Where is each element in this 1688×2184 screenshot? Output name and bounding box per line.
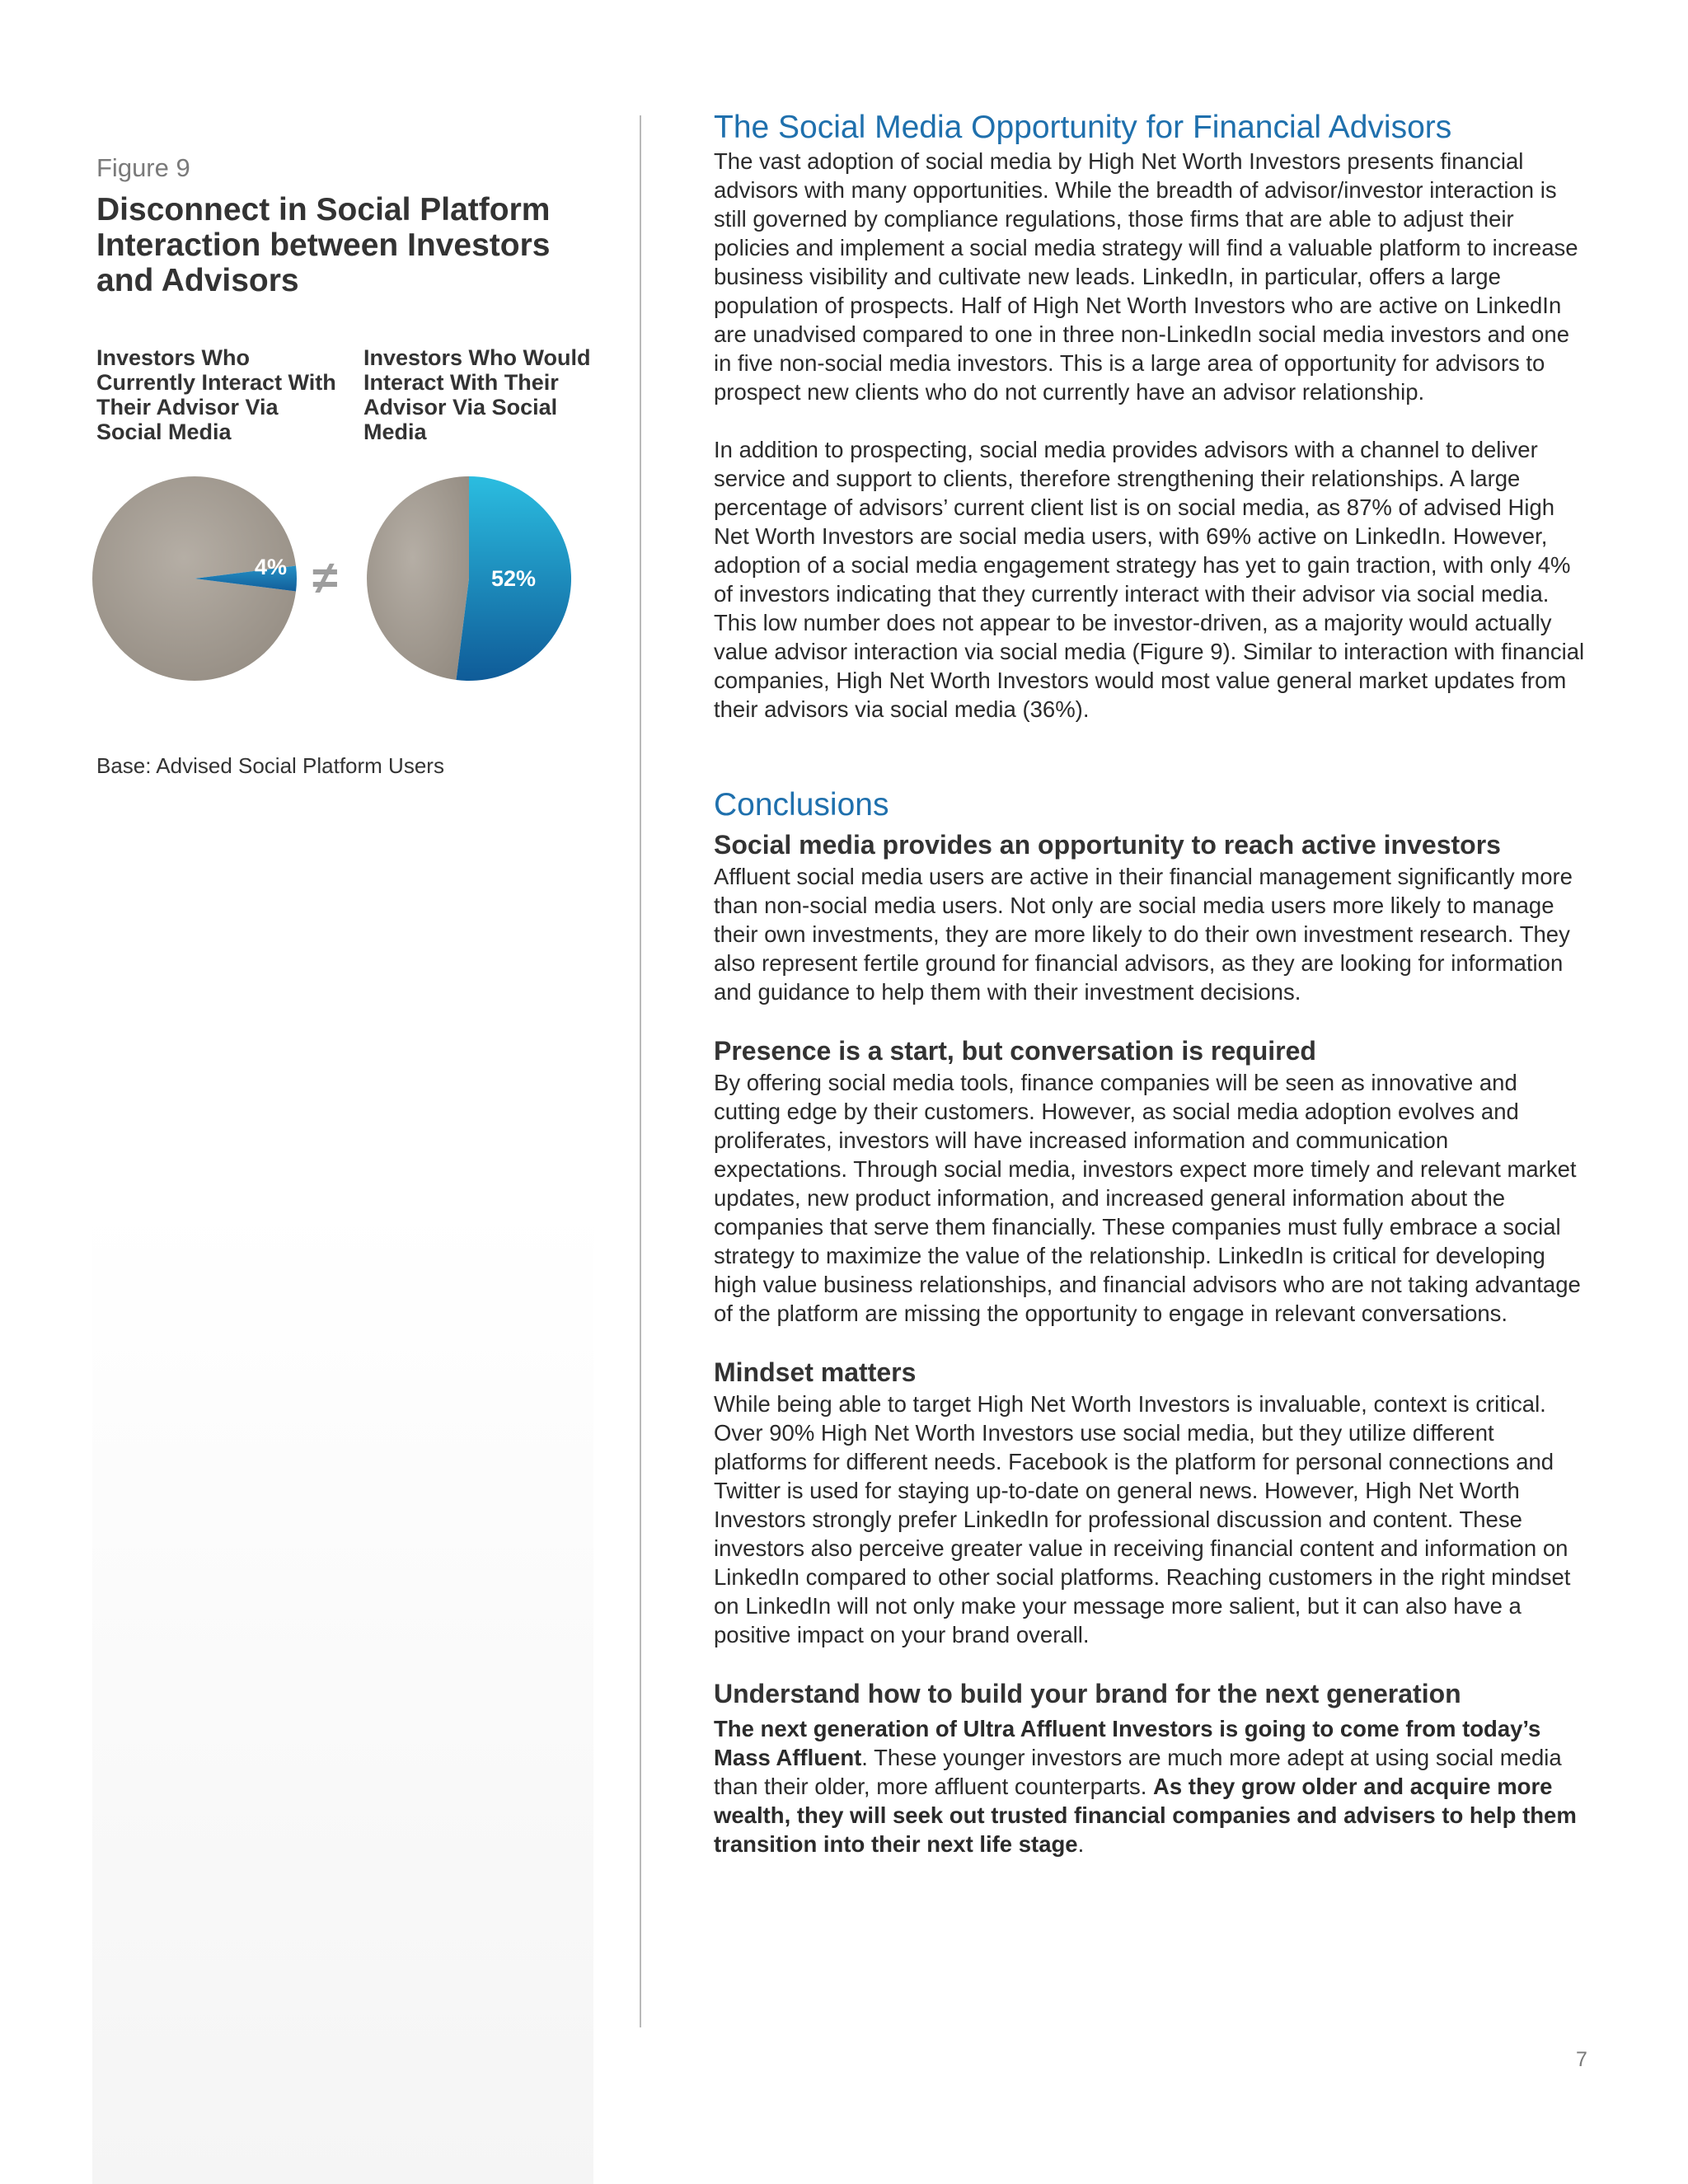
conclusion-text-3: While being able to target High Net Worth Investors is invaluable, context is critical. Over 90% High Net Worth Investors use social media, but they utilize different platforms for different needs. Facebook is the platform for personal connections and Twitter is used for staying up-to-date on general news. However, High Net Worth Investors strongly prefer LinkedIn for professional discussion and content. These investors also perceive greater value in receiving financial content and information on LinkedIn compared to other social platforms. Reaching customers in the right mindset on LinkedIn will not only make your message more salient, but it can also have a positive impact on your brand overall. bbox=[714, 1391, 1571, 1647]
main-column bbox=[714, 107, 1587, 1858]
section-title-social-media-opportunity: The Social Media Opportunity for Financial Advisors bbox=[714, 110, 1452, 145]
not-equal-icon: ≠ bbox=[312, 551, 338, 603]
conclusion-text-4 bbox=[714, 1714, 1587, 1858]
pie-label-current: Investors Who Currently Interact With Their Advisor Via Social Media bbox=[96, 345, 336, 444]
conclusion-text-1: Affluent social media users are active in their financial management significantly more than non-social media users. Not only are social media users more likely to manage their own investments, they are more likely to do their own investment research. They also represent fertile ground for financial advisors, as they are looking for information and guidance to help them with their investment decisions. bbox=[714, 864, 1573, 1005]
conclusion-heading-2: Presence is a start, but conversation is required bbox=[714, 1036, 1316, 1066]
figure-title: Disconnect in Social Platform Interaction between Investors and Advisors bbox=[96, 192, 551, 298]
section-title-conclusions: Conclusions bbox=[714, 787, 889, 823]
conclusion-text-4-normal-1: . These younger investors are much more adept at using social media than their older, more affluent counterparts. bbox=[714, 1745, 1562, 1799]
conclusion-text-4-bold-1: The next generation of Ultra Affluent Investors is going to come from today’s Mass Affluent bbox=[714, 1716, 1541, 1770]
pie-chart-would bbox=[363, 473, 574, 684]
page-number: 7 bbox=[1576, 2048, 1587, 2071]
pie2-value-label: 52% bbox=[491, 566, 537, 591]
conclusion-heading-1: Social media provides an opportunity to reach active investors bbox=[714, 830, 1501, 860]
section1-paragraph-2: In addition to prospecting, social media provides advisors with a channel to deliver service and support to clients, therefore strengthening their relationships. A large percentage of advisors’ current client list is on social media, as 87% of advised High Net Worth Investors are social media users, with 69% active on LinkedIn. However, adoption of a social media engagement strategy has yet to gain traction, with only 4% of investors indicating that they currently interact with their advisor via social media. This low number does not appear to be investor-driven, as a majority would actually value advisor interaction via social media (Figure 9). Similar to interaction with financial companies, High Net Worth Investors would most value general market updates from their advisors via social media (36%). bbox=[714, 437, 1585, 722]
pie-label-would: Investors Who Would Interact With Their Advisor Via Social Media bbox=[363, 345, 591, 444]
column-divider bbox=[640, 115, 641, 2027]
conclusion-text-4-bold-2: As they grow older and acquire more wealth, they will seek out trusted financial companies and advisers to help them transition into their next life stage bbox=[714, 1774, 1577, 1857]
conclusion-text-2: By offering social media tools, finance companies will be seen as innovative and cutting edge by their customers. However, as social media adoption evolves and proliferates, investors will have increased information and communication expectations. Through social media, investors expect more timely and relevant market updates, new product information, and increased general information about the companies that serve them financially. These companies must fully embrace a social strategy to maximize the value of the relationship. LinkedIn is critical for developing high value business relationships, and financial advisors who are not taking advantage of the platform are missing the opportunity to engage in relevant conversations. bbox=[714, 1070, 1581, 1326]
conclusion-heading-4: Understand how to build your brand for the next generation bbox=[714, 1679, 1461, 1708]
pie1-value-label: 4% bbox=[255, 555, 288, 579]
section1-paragraph-1: The vast adoption of social media by High Net Worth Investors presents financial advisors with many opportunities. While the breadth of advisor/investor interaction is still governed by compliance regulations, those firms that are able to adjust their policies and implement a social media strategy will find a valuable platform to increase business visibility and cultivate new leads. LinkedIn, in particular, offers a large population of prospects. Half of High Net Worth Investors who are active on LinkedIn are unadvised compared to one in three non-LinkedIn social media investors and one in five non-social media investors. This is a large area of opportunity for advisors to prospect new clients who do not currently have an advisor relationship. bbox=[714, 148, 1578, 405]
conclusion-heading-3: Mindset matters bbox=[714, 1357, 917, 1387]
figure-label: Figure 9 bbox=[96, 153, 190, 182]
pie2-slice-rest bbox=[367, 476, 469, 680]
conclusion-text-4-normal-2: . bbox=[1077, 1831, 1085, 1857]
figure-panel bbox=[92, 0, 593, 2184]
base-note: Base: Advised Social Platform Users bbox=[96, 753, 444, 778]
